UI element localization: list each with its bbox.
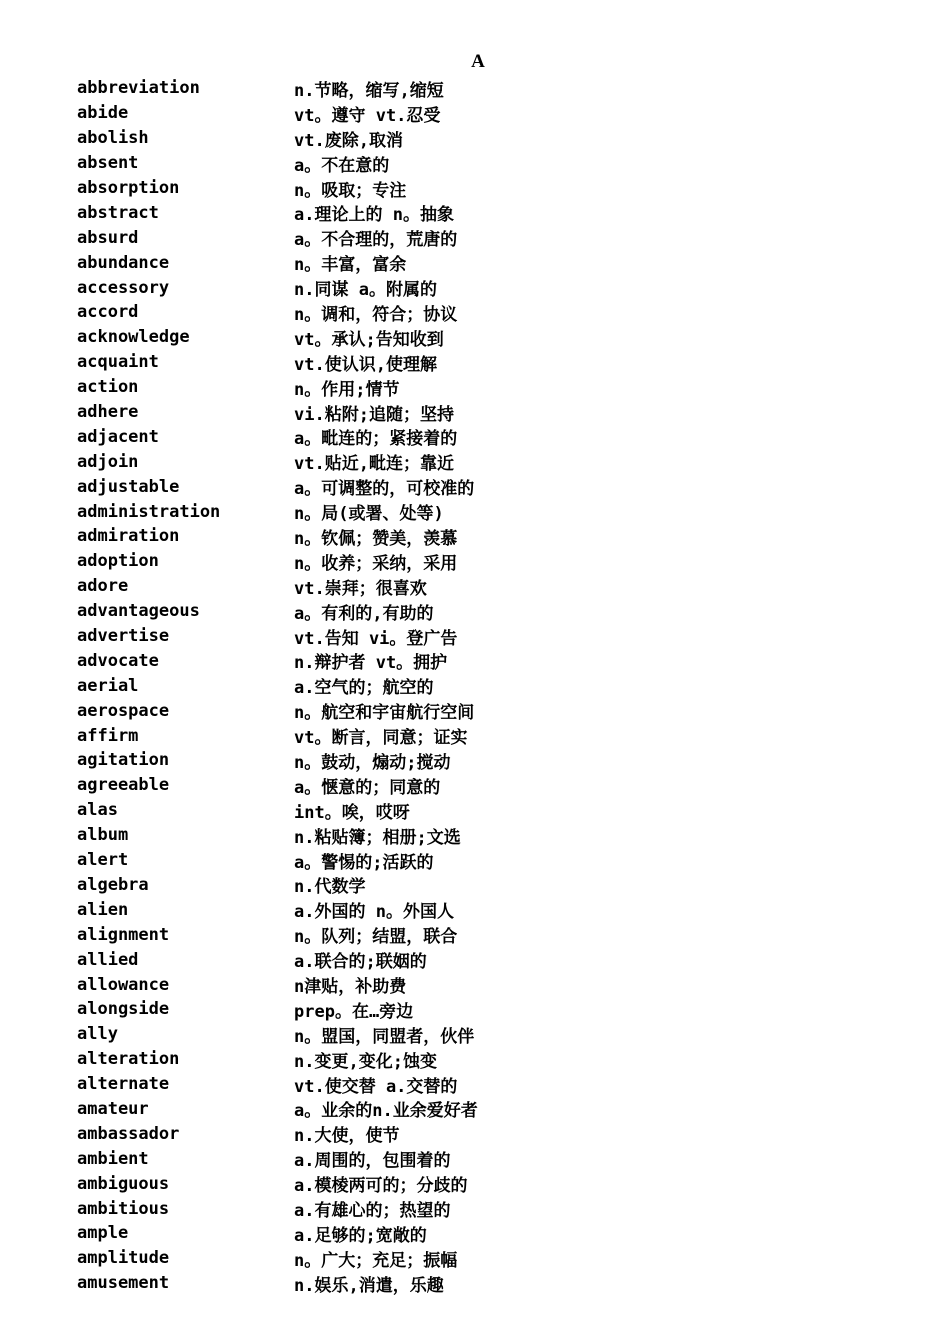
entry-meaning: n津贴，补助费 bbox=[294, 977, 407, 998]
vocabulary-entry bbox=[77, 748, 537, 773]
entry-meaning: n。局(或署、处等) bbox=[294, 504, 444, 525]
vocabulary-entry bbox=[77, 972, 537, 997]
entry-meaning: a。警惕的;活跃的 bbox=[294, 852, 434, 873]
entry-meaning: int。唉，哎呀 bbox=[294, 802, 410, 823]
vocabulary-entry bbox=[77, 474, 537, 499]
entry-word: aerospace bbox=[77, 700, 170, 721]
entry-word: absorption bbox=[77, 178, 180, 198]
entry-word: ample bbox=[77, 1223, 129, 1244]
entry-meaning: n。作用;情节 bbox=[294, 379, 400, 400]
entry-meaning: a.有雄心的；热望的 bbox=[294, 1201, 451, 1222]
entry-word: admiration bbox=[77, 526, 180, 547]
entry-word: adjustable bbox=[77, 476, 180, 497]
entry-word: alert bbox=[77, 850, 129, 871]
entry-meaning: a.周围的，包围着的 bbox=[294, 1151, 451, 1172]
entry-word: absurd bbox=[77, 227, 139, 248]
entry-word: advocate bbox=[77, 650, 159, 671]
vocabulary-entry bbox=[77, 1146, 537, 1171]
vocabulary-entry bbox=[77, 275, 537, 300]
vocabulary-entry bbox=[77, 648, 537, 673]
entry-word: adoption bbox=[77, 551, 159, 572]
entry-word: alongside bbox=[77, 999, 170, 1020]
entry-meaning: a.空气的；航空的 bbox=[294, 678, 434, 699]
vocabulary-entry bbox=[77, 1196, 537, 1221]
entry-meaning: n。队列；结盟，联合 bbox=[294, 927, 458, 948]
vocabulary-entry bbox=[77, 225, 537, 250]
entry-meaning: vt。承认;告知收到 bbox=[294, 329, 444, 350]
entry-word: adore bbox=[77, 576, 129, 597]
vocabulary-entry bbox=[77, 897, 537, 922]
entry-meaning: a.联合的;联姻的 bbox=[294, 952, 427, 973]
entry-meaning: n.同谋 a。附属的 bbox=[294, 280, 437, 301]
entry-word: advertise bbox=[77, 626, 170, 647]
entry-meaning: vt。断言，同意；证实 bbox=[294, 728, 468, 749]
vocabulary-entry bbox=[77, 250, 537, 275]
entry-word: album bbox=[77, 825, 129, 846]
entry-meaning: a。毗连的；紧接着的 bbox=[294, 429, 458, 450]
entry-meaning: vt.告知 vi。登广告 bbox=[294, 628, 458, 649]
entry-meaning: vt。遵守 vt.忍受 bbox=[294, 105, 441, 126]
entry-meaning: n。鼓动，煽动;搅动 bbox=[294, 753, 451, 773]
vocabulary-entry bbox=[77, 1047, 537, 1072]
vocabulary-entry bbox=[77, 524, 537, 549]
entry-meaning: prep。在…旁边 bbox=[294, 1001, 414, 1022]
entry-meaning: a。不合理的，荒唐的 bbox=[294, 230, 458, 251]
vocabulary-entry bbox=[77, 599, 537, 624]
entry-word: action bbox=[77, 377, 139, 398]
entry-meaning: n.大使，使节 bbox=[294, 1126, 400, 1147]
vocabulary-entry bbox=[77, 300, 537, 325]
entry-meaning: a.模棱两可的；分歧的 bbox=[294, 1176, 468, 1197]
entry-meaning: a。可调整的，可校准的 bbox=[294, 479, 475, 500]
entry-word: allowance bbox=[77, 974, 170, 995]
entry-meaning: n。盟国，同盟者，伙伴 bbox=[294, 1026, 475, 1047]
vocabulary-entry bbox=[77, 997, 537, 1022]
entry-meaning: a。不在意的 bbox=[294, 155, 390, 176]
vocabulary-entry bbox=[77, 1246, 537, 1271]
entry-word: accord bbox=[77, 302, 139, 323]
entry-word: alignment bbox=[77, 924, 170, 945]
entry-meaning: n。航空和宇宙航行空间 bbox=[294, 703, 475, 724]
vocabulary-entry bbox=[77, 449, 537, 474]
entry-word: absent bbox=[77, 153, 139, 174]
entry-word: ambitious bbox=[77, 1198, 170, 1219]
entry-meaning: vt.使交替 a.交替的 bbox=[294, 1076, 458, 1097]
entry-meaning: n。吸取；专注 bbox=[294, 180, 407, 201]
entry-word: ambient bbox=[77, 1148, 149, 1169]
entry-word: amplitude bbox=[77, 1248, 170, 1269]
entry-meaning: n.代数学 bbox=[294, 877, 366, 898]
entry-word: acquaint bbox=[77, 352, 159, 373]
entry-word: accessory bbox=[77, 277, 170, 298]
entry-word: aerial bbox=[77, 675, 139, 696]
vocabulary-entry bbox=[77, 151, 537, 176]
vocabulary-entry bbox=[77, 1022, 537, 1047]
entry-meaning: n.娱乐,消遣，乐趣 bbox=[294, 1275, 444, 1296]
vocabulary-entry bbox=[77, 723, 537, 748]
entry-meaning: n.节略，缩写,缩短 bbox=[294, 80, 444, 101]
vocabulary-entry bbox=[77, 698, 537, 723]
entry-word: abbreviation bbox=[77, 78, 200, 99]
vocabulary-entry bbox=[77, 823, 537, 848]
entry-word: adhere bbox=[77, 402, 139, 423]
entry-word: acknowledge bbox=[77, 327, 190, 348]
entry-meaning: a.理论上的 n。抽象 bbox=[294, 205, 454, 226]
entry-meaning: n。广大；充足；振幅 bbox=[294, 1250, 458, 1271]
vocabulary-entry bbox=[77, 1072, 537, 1097]
vocabulary-entry bbox=[77, 375, 537, 400]
vocabulary-entry bbox=[77, 873, 537, 898]
entry-word: abide bbox=[77, 103, 129, 124]
entry-word: agitation bbox=[77, 750, 170, 771]
entry-word: ally bbox=[77, 1024, 118, 1045]
vocabulary-entry bbox=[77, 798, 537, 823]
vocabulary-entry bbox=[77, 200, 537, 225]
vocabulary-entry bbox=[77, 673, 537, 698]
entry-meaning: n。收养；采纳，采用 bbox=[294, 553, 458, 574]
entry-meaning: vi.粘附;追随；坚持 bbox=[294, 404, 454, 425]
entry-word: abolish bbox=[77, 128, 149, 149]
vocabulary-entry bbox=[77, 848, 537, 873]
entry-meaning: vt.崇拜；很喜欢 bbox=[294, 578, 427, 599]
entry-meaning: a。业余的n.业余爱好者 bbox=[294, 1101, 478, 1122]
entry-meaning: n.变更,变化;蚀变 bbox=[294, 1051, 437, 1072]
entry-word: administration bbox=[77, 501, 221, 522]
vocabulary-entry bbox=[77, 176, 537, 201]
vocabulary-entry bbox=[77, 101, 537, 126]
vocabulary-entry bbox=[77, 947, 537, 972]
entry-word: abundance bbox=[77, 252, 170, 273]
entry-word: alternate bbox=[77, 1074, 170, 1095]
entry-word: algebra bbox=[77, 874, 149, 895]
entry-word: ambassador bbox=[77, 1123, 180, 1144]
entry-word: alas bbox=[77, 800, 118, 821]
vocabulary-entry bbox=[77, 400, 537, 425]
entry-word: adjoin bbox=[77, 451, 139, 472]
entry-word: affirm bbox=[77, 725, 139, 746]
entry-word: alteration bbox=[77, 1049, 180, 1070]
entry-word: amateur bbox=[77, 1098, 149, 1119]
entry-meaning: a.足够的;宽敞的 bbox=[294, 1225, 427, 1246]
entry-meaning: vt.废除,取消 bbox=[294, 130, 403, 151]
vocabulary-entry bbox=[77, 499, 537, 524]
vocabulary-entry bbox=[77, 1171, 537, 1196]
entry-meaning: a。有利的,有助的 bbox=[294, 603, 434, 624]
vocabulary-entry bbox=[77, 1271, 537, 1296]
vocabulary-list bbox=[77, 76, 537, 1296]
vocabulary-entry bbox=[77, 1221, 537, 1246]
entry-word: abstract bbox=[77, 202, 159, 223]
entry-meaning: n。丰富，富余 bbox=[294, 255, 407, 276]
entry-word: adjacent bbox=[77, 426, 159, 447]
vocabulary-entry bbox=[77, 325, 537, 350]
entry-word: alien bbox=[77, 899, 129, 920]
vocabulary-entry bbox=[77, 773, 537, 798]
entry-word: agreeable bbox=[77, 775, 170, 796]
entry-word: allied bbox=[77, 949, 139, 970]
vocabulary-entry bbox=[77, 424, 537, 449]
entry-word: advantageous bbox=[77, 601, 200, 622]
vocabulary-entry bbox=[77, 1121, 537, 1146]
vocabulary-entry bbox=[77, 549, 537, 574]
vocabulary-entry bbox=[77, 126, 537, 151]
entry-meaning: vt.贴近,毗连；靠近 bbox=[294, 454, 454, 475]
entry-meaning: vt.使认识,使理解 bbox=[294, 354, 437, 375]
vocabulary-entry bbox=[77, 922, 537, 947]
section-letter-heading: A bbox=[471, 51, 485, 72]
vocabulary-entry bbox=[77, 574, 537, 599]
vocabulary-entry bbox=[77, 350, 537, 375]
entry-meaning: n。钦佩；赞美，羡慕 bbox=[294, 528, 458, 549]
entry-meaning: a。惬意的；同意的 bbox=[294, 777, 441, 798]
entry-meaning: n。调和，符合；协议 bbox=[294, 304, 458, 325]
entry-meaning: n.粘贴簿；相册;文选 bbox=[294, 827, 461, 848]
entry-word: amusement bbox=[77, 1273, 170, 1294]
vocabulary-entry bbox=[77, 1097, 537, 1122]
entry-meaning: n.辩护者 vt。拥护 bbox=[294, 653, 448, 674]
entry-word: ambiguous bbox=[77, 1173, 170, 1194]
vocabulary-entry bbox=[77, 624, 537, 649]
vocabulary-entry bbox=[77, 76, 537, 101]
entry-meaning: a.外国的 n。外国人 bbox=[294, 902, 454, 923]
